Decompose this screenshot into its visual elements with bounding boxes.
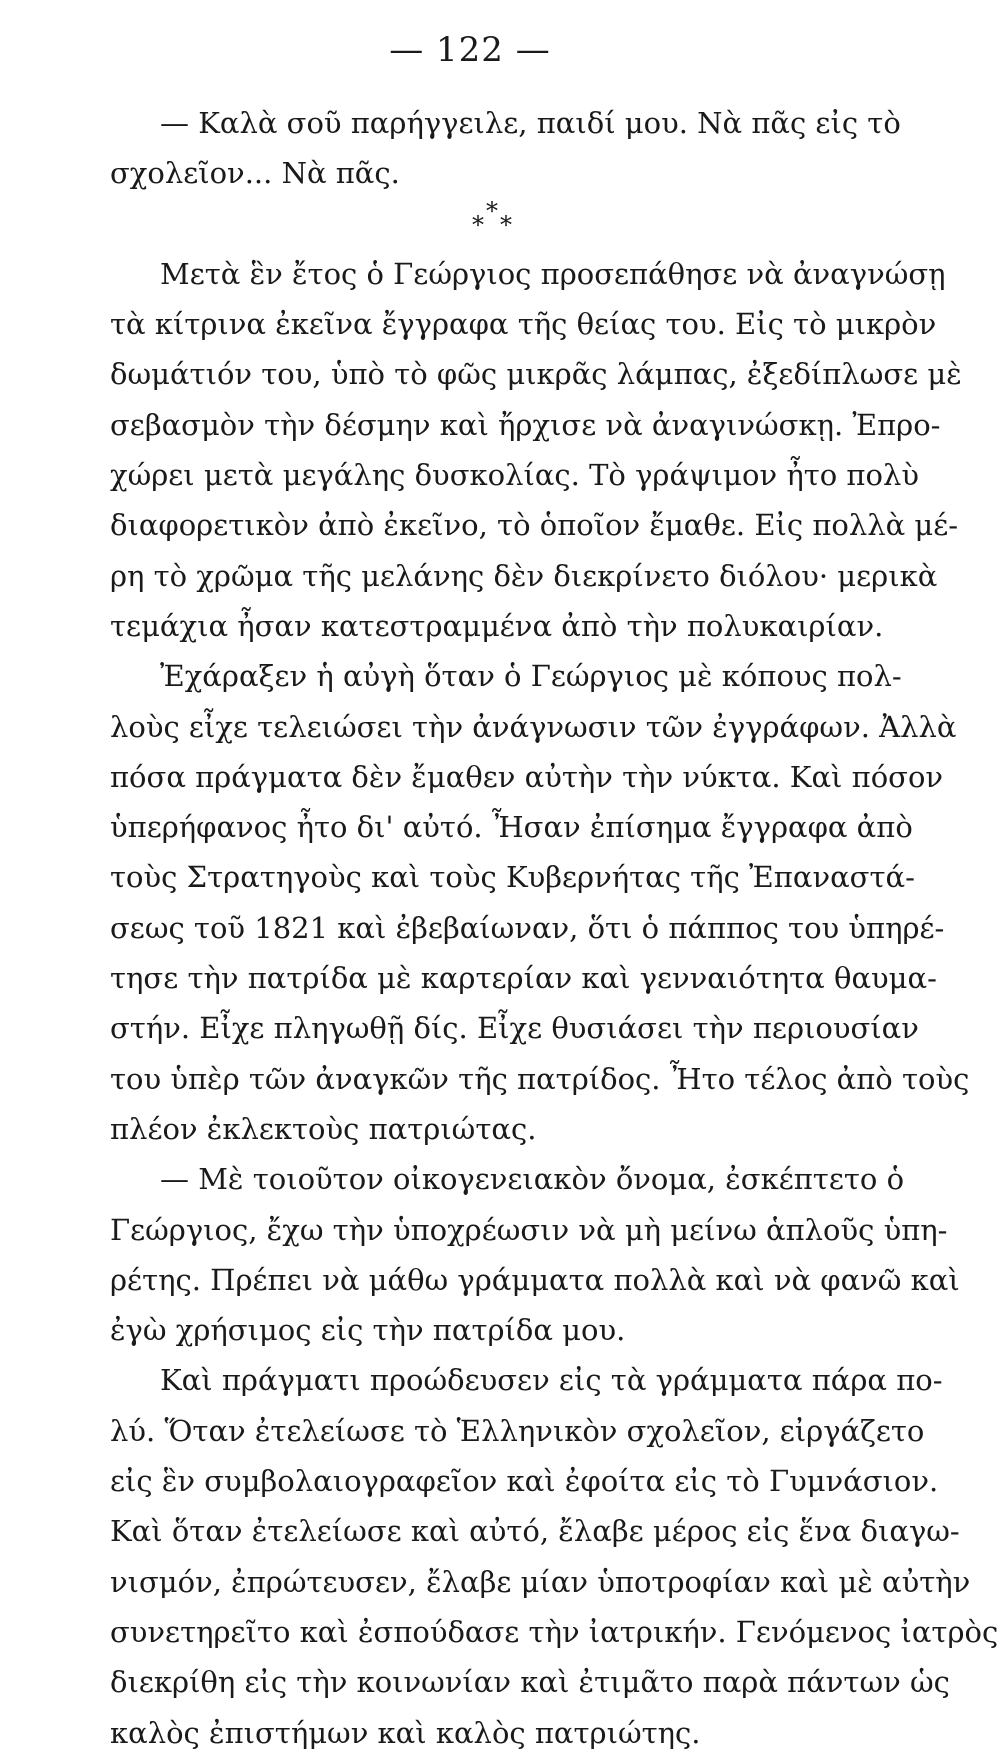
text-line: του ὑπὲρ τῶν ἀναγκῶν τῆς πατρίδος. Ἦτο τέλος ἀπὸ τοὺς bbox=[110, 1061, 970, 1096]
text-line: σχολεῖον... Νὰ πᾶς. bbox=[110, 156, 400, 191]
text-line: τὰ κίτρινα ἐκεῖνα ἔγγραφα τῆς θείας του. Εἰς τὸ μικρὸν bbox=[110, 307, 937, 342]
text-line: τοὺς Στρατηγοὺς καὶ τοὺς Κυβερνήτας τῆς Ἐπαναστά- bbox=[110, 860, 915, 895]
text-line: σεβασμὸν τὴν δέσμην καὶ ἤρχισε νὰ ἀναγινώσκῃ. Ἐπρο- bbox=[110, 407, 941, 442]
text-line: Καὶ πράγματι προώδευσεν εἰς τὰ γράμματα πάρα πο- bbox=[160, 1363, 943, 1398]
text-line: Καὶ ὅταν ἐτελείωσε καὶ αὐτό, ἔλαβε μέρος εἰς ἕνα διαγω- bbox=[110, 1514, 960, 1549]
text-line: σεως τοῦ 1821 καὶ ἐβεβαίωναν, ὅτι ὁ πάππος του ὑπηρέ- bbox=[110, 910, 945, 945]
text-line: δωμάτιόν του, ὑπὸ τὸ φῶς μικρᾶς λάμπας, ἐξεδίπλωσε μὲ bbox=[110, 357, 962, 392]
body-text bbox=[110, 98, 998, 1758]
text-line: λοὺς εἶχε τελειώσει τὴν ἀνάγνωσιν τῶν ἐγγράφων. Ἀλλὰ bbox=[110, 709, 957, 744]
text-line: καλὸς ἐπιστήμων καὶ καλὸς πατριώτης. bbox=[110, 1715, 701, 1750]
text-line: διεκρίθη εἰς τὴν κοινωνίαν καὶ ἐτιμᾶτο παρὰ πάντων ὡς bbox=[110, 1665, 950, 1700]
text-line: Μετὰ ἓν ἔτος ὁ Γεώργιος προσεπάθησε νὰ ἀναγνώσῃ bbox=[160, 256, 946, 291]
text-line: τησε τὴν πατρίδα μὲ καρτερίαν καὶ γενναιότητα θαυμα- bbox=[110, 961, 937, 996]
asterisk: * bbox=[486, 196, 498, 225]
text-line: στήν. Εἶχε πληγωθῇ δίς. Εἶχε θυσιάσει τὴν περιουσίαν bbox=[110, 1011, 919, 1046]
text-line: τεμάχια ἦσαν κατεστραμμένα ἀπὸ τὴν πολυκαιρίαν. bbox=[110, 608, 884, 643]
text-line: νισμόν, ἐπρώτευσεν, ἔλαβε μίαν ὑποτροφίαν καὶ μὲ αὐτὴν bbox=[110, 1564, 971, 1599]
text-line: διαφορετικὸν ἀπὸ ἐκεῖνο, τὸ ὁποῖον ἔμαθε. Εἰς πολλὰ μέ- bbox=[110, 508, 959, 543]
text-line: Γεώργιος, ἔχω τὴν ὑποχρέωσιν νὰ μὴ μείνω ἁπλοῦς ὑπη- bbox=[110, 1212, 948, 1247]
text-line: χώρει μετὰ μεγάλης δυσκολίας. Τὸ γράψιμον ἦτο πολὺ bbox=[110, 458, 919, 493]
text-line: ρη τὸ χρῶμα τῆς μελάνης δὲν διεκρίνετο διόλου· μερικὰ bbox=[110, 558, 938, 593]
text-line: ἐγὼ χρήσιμος εἰς τὴν πατρίδα μου. bbox=[110, 1313, 626, 1348]
text-line: λύ. Ὅταν ἐτελείωσε τὸ Ἑλληνικὸν σχολεῖον, εἰργάζετο bbox=[110, 1413, 925, 1448]
text-line: συνετηρεῖτο καὶ ἐσπούδασε τὴν ἰατρικήν. Γενόμενος ἰατρὸς bbox=[110, 1614, 998, 1649]
text-line: ρέτης. Πρέπει νὰ μάθω γράμματα πολλὰ καὶ νὰ φανῶ καὶ bbox=[110, 1262, 960, 1297]
text-line: Ἐχάραξεν ἡ αὐγὴ ὅταν ὁ Γεώργιος μὲ κόπους πολ- bbox=[160, 659, 902, 694]
text-line: — Καλὰ σοῦ παρήγγειλε, παιδί μου. Νὰ πᾶς εἰς τὸ bbox=[160, 106, 901, 140]
asterisk: * bbox=[500, 210, 512, 239]
section-break-asterisks bbox=[110, 196, 880, 249]
text-line: ὑπερήφανος ἦτο δι' αὐτό. Ἦσαν ἐπίσημα ἔγγραφα ἀπὸ bbox=[110, 810, 913, 845]
asterisk: * bbox=[472, 210, 484, 239]
text-line: εἰς ἓν συμβολαιογραφεῖον καὶ ἐφοίτα εἰς τὸ Γυμνάσιον. bbox=[110, 1464, 939, 1499]
text-line: — Μὲ τοιοῦτον οἰκογενειακὸν ὄνομα, ἐσκέπτετο ὁ bbox=[160, 1162, 905, 1197]
text-line: πλέον ἐκλεκτοὺς πατριώτας. bbox=[110, 1111, 537, 1146]
page-number: — 122 — bbox=[389, 30, 551, 70]
text-line: πόσα πράγματα δὲν ἔμαθεν αὐτὴν τὴν νύκτα. Καὶ πόσον bbox=[110, 759, 944, 794]
